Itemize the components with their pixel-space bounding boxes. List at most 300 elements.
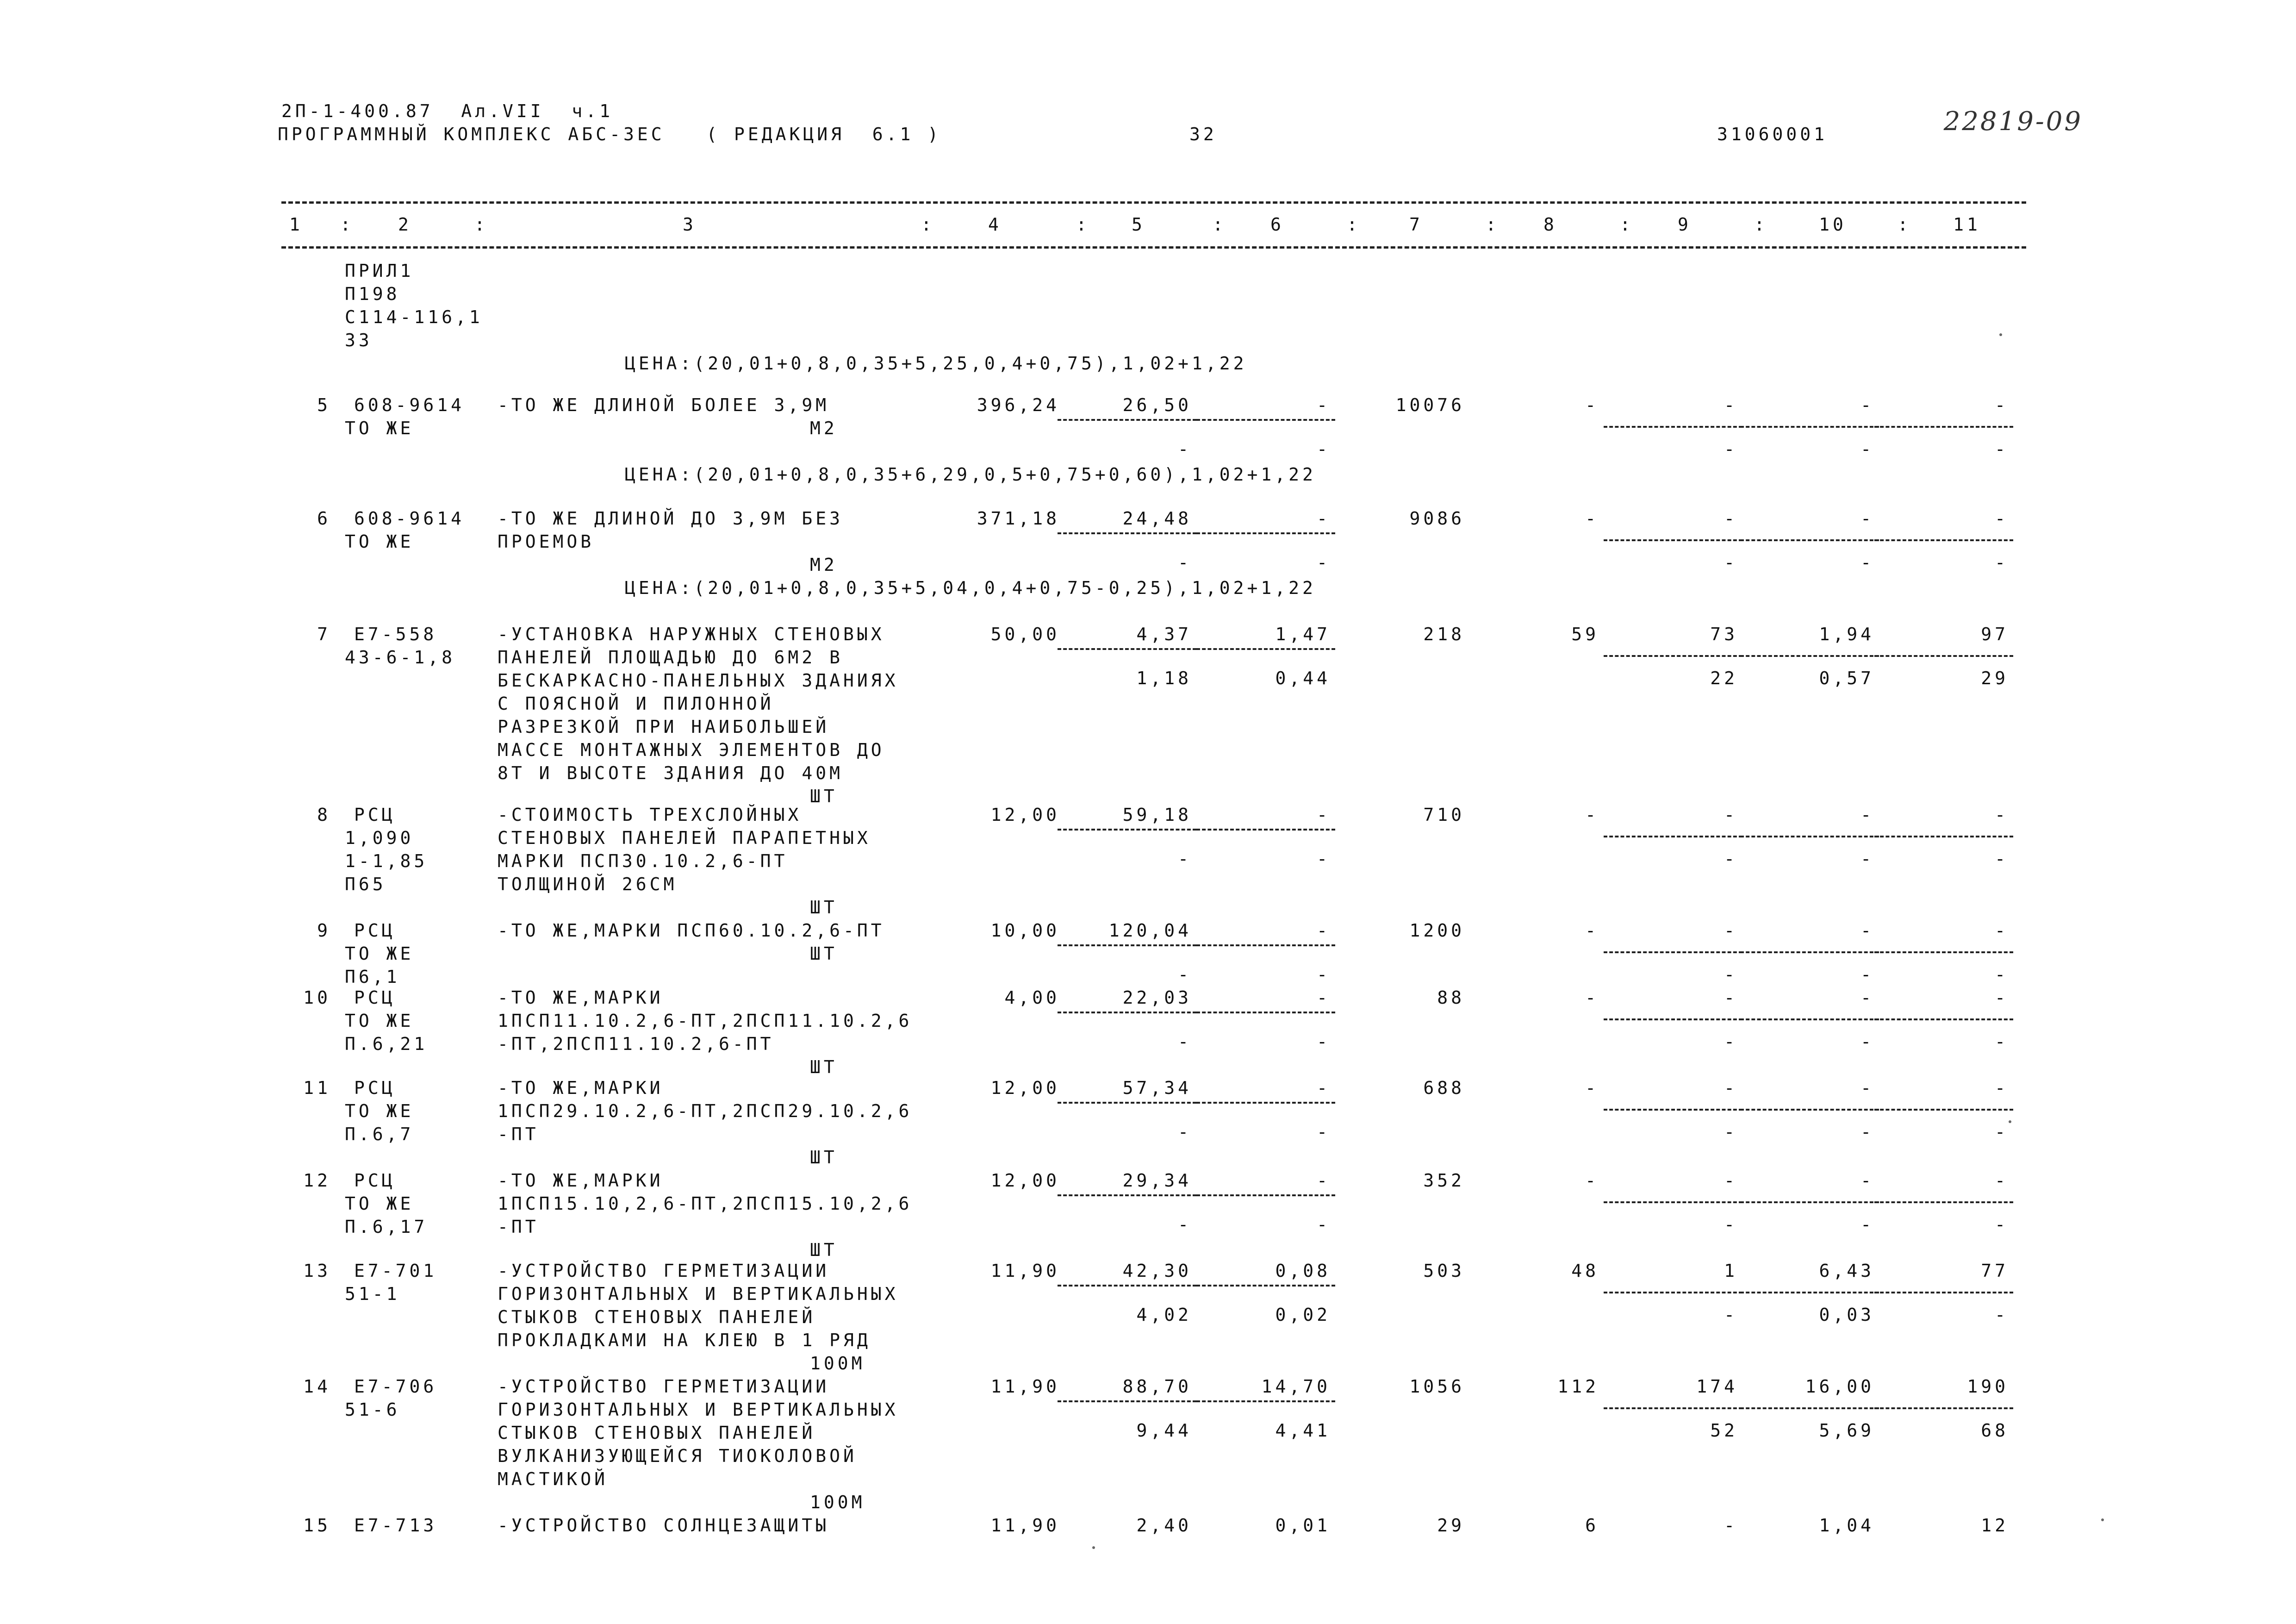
unit-cost-machines: - [1317, 508, 1331, 529]
resource-divider [1196, 648, 1335, 650]
labor-total: - [1995, 987, 2009, 1008]
total-cost: 88 [1437, 987, 1465, 1008]
resource-divider [1874, 1407, 2013, 1409]
total-cost: 10076 [1395, 395, 1465, 415]
quantity: 11,90 [990, 1515, 1060, 1536]
unit-cost-total: 57,34 [1122, 1078, 1192, 1098]
machinist-labor: - [1860, 1214, 1874, 1235]
labor-total: - [1995, 1078, 2009, 1098]
work-description: РАЗРЕЗКОЙ ПРИ НАИБОЛЬШЕЙ [498, 717, 830, 737]
machine-wage-total: - [1724, 964, 1738, 985]
quantity: 12,00 [990, 805, 1060, 825]
norm-code: 51-6 [345, 1399, 400, 1420]
scan-speck [1999, 333, 2002, 336]
labor-unit: - [1860, 1078, 1874, 1098]
labor-total: - [1995, 395, 2009, 415]
machinist-labor-total: - [1995, 439, 2009, 459]
column-header-7: 7 [1409, 214, 1423, 235]
norm-code: РСЦ [354, 1170, 396, 1191]
norm-code: П65 [345, 874, 386, 894]
work-description: БЕСКАРКАСНО-ПАНЕЛЬНЫХ ЗДАНИЯХ [498, 670, 899, 691]
resource-divider [1196, 1102, 1335, 1104]
resource-divider [1604, 1109, 1742, 1111]
work-description: ПРОЕМОВ [498, 531, 595, 552]
resource-divider [1604, 836, 1742, 837]
unit-cost-total: 26,50 [1122, 395, 1192, 415]
quantity: 11,90 [990, 1376, 1060, 1397]
labor-total: 97 [1981, 624, 2009, 644]
unit-machine-wage: - [1317, 1122, 1331, 1142]
work-description: -ТО ЖЕ,МАРКИ [498, 1170, 664, 1191]
resource-divider [1874, 1109, 2013, 1111]
column-separator: : [1213, 214, 1226, 235]
column-separator: : [1754, 214, 1768, 235]
column-separator: : [1076, 214, 1090, 235]
resource-divider [1058, 532, 1196, 534]
machine-wage-total: - [1724, 439, 1738, 459]
work-description: -УСТАНОВКА НАРУЖНЫХ СТЕНОВЫХ [498, 624, 885, 644]
machines-total: - [1724, 987, 1738, 1008]
unit-machine-wage: 0,02 [1275, 1305, 1331, 1325]
norm-code: ТО ЖЕ [345, 1101, 414, 1121]
machine-wage-total: - [1724, 1305, 1738, 1325]
column-header-10: 10 [1819, 214, 1847, 235]
row-number: 8 [317, 805, 331, 825]
machinist-labor-total: - [1995, 1031, 2009, 1052]
quantity: 12,00 [990, 1078, 1060, 1098]
quantity: 11,90 [990, 1261, 1060, 1281]
resource-divider [1740, 1201, 1879, 1203]
machine-wage-total: - [1724, 552, 1738, 573]
work-description: ВУЛКАНИЗУЮЩЕЙСЯ ТИОКОЛОВОЙ [498, 1446, 857, 1466]
unit-cost-machines: - [1317, 1078, 1331, 1098]
machinist-labor-total: - [1995, 849, 2009, 869]
work-description: -ТО ЖЕ ДЛИНОЙ ДО 3,9М БЕЗ [498, 508, 843, 529]
resource-divider [1058, 1012, 1196, 1013]
unit-cost-total: 59,18 [1122, 805, 1192, 825]
labor-total: - [1995, 1170, 2009, 1191]
unit-cost-machines: - [1317, 395, 1331, 415]
column-separator: : [340, 214, 354, 235]
labor-total: 12 [1981, 1515, 2009, 1536]
norm-code: РСЦ [354, 920, 396, 941]
work-description: СТЫКОВ СТЕНОВЫХ ПАНЕЛЕЙ [498, 1307, 816, 1327]
machinist-labor-total: - [1995, 1214, 2009, 1235]
labor-unit: 16,00 [1805, 1376, 1874, 1397]
resource-divider [1740, 1018, 1879, 1020]
work-description: -УСТРОЙСТВО ГЕРМЕТИЗАЦИИ [498, 1376, 830, 1397]
resource-divider [1874, 426, 2013, 428]
unit-label: ШТ [810, 897, 838, 918]
machine-wage-total: 52 [1710, 1420, 1738, 1441]
norm-code: 51-1 [345, 1284, 400, 1304]
work-description: -УСТРОЙСТВО ГЕРМЕТИЗАЦИИ [498, 1261, 830, 1281]
row-number: 13 [303, 1261, 331, 1281]
unit-wage: 1,18 [1136, 668, 1192, 688]
wages-total: - [1585, 920, 1599, 941]
resource-divider [1740, 426, 1879, 428]
resource-divider [1196, 1012, 1335, 1013]
program-title: ПРОГРАММНЫЙ КОМПЛЕКС АБС-3ЕС ( РЕДАКЦИЯ 6.1 ) [278, 124, 942, 144]
unit-label: ШТ [810, 786, 838, 806]
resource-divider [1058, 1400, 1196, 1402]
row-number: 11 [303, 1078, 331, 1098]
norm-code: РСЦ [354, 1078, 396, 1098]
labor-total: 77 [1981, 1261, 2009, 1281]
resource-divider [1196, 829, 1335, 831]
work-description: -СТОИМОСТЬ ТРЕХСЛОЙНЫХ [498, 805, 802, 825]
quantity: 10,00 [990, 920, 1060, 941]
quantity: 4,00 [1004, 987, 1060, 1008]
machines-total: - [1724, 920, 1738, 941]
resource-divider [1874, 1018, 2013, 1020]
work-description: ПАНЕЛЕЙ ПЛОЩАДЬЮ ДО 6М2 В [498, 647, 843, 668]
wages-total: 48 [1571, 1261, 1599, 1281]
norm-code: Е7-706 [354, 1376, 437, 1397]
column-separator: : [474, 214, 488, 235]
work-description: -ТО ЖЕ ДЛИНОЙ БОЛЕЕ 3,9М [498, 395, 830, 415]
unit-cost-machines: - [1317, 987, 1331, 1008]
column-separator: : [921, 214, 935, 235]
norm-code: ТО ЖЕ [345, 1011, 414, 1031]
labor-unit: 1,94 [1819, 624, 1874, 644]
work-description: СТЫКОВ СТЕНОВЫХ ПАНЕЛЕЙ [498, 1423, 816, 1443]
machinist-labor: - [1860, 439, 1874, 459]
resource-divider [1196, 1285, 1335, 1287]
work-description: МАССЕ МОНТАЖНЫХ ЭЛЕМЕНТОВ ДО [498, 740, 885, 760]
total-cost: 688 [1423, 1078, 1465, 1098]
machinist-labor: 0,57 [1819, 668, 1874, 688]
norm-code: 1,090 [345, 828, 414, 848]
column-header-2: 2 [398, 214, 412, 235]
machinist-labor: 5,69 [1819, 1420, 1874, 1441]
labor-total: 190 [1967, 1376, 2009, 1397]
unit-machine-wage: - [1317, 439, 1331, 459]
wages-total: - [1585, 805, 1599, 825]
machines-total: - [1724, 395, 1738, 415]
document-code: 2П-1-400.87 Ал.VII ч.1 [281, 101, 614, 121]
unit-label: ШТ [810, 1147, 838, 1168]
machinist-labor-total: - [1995, 552, 2009, 573]
work-description: 1ПСП15.10,2,6-ПТ,2ПСП15.10,2,6 [498, 1193, 913, 1214]
machines-total: - [1724, 508, 1738, 529]
total-cost: 218 [1423, 624, 1465, 644]
unit-cost-machines: - [1317, 1170, 1331, 1191]
machine-wage-total: - [1724, 1122, 1738, 1142]
total-cost: 1056 [1409, 1376, 1465, 1397]
page-number: 32 [1189, 124, 1217, 144]
norm-code: Е7-701 [354, 1261, 437, 1281]
resource-divider [1196, 1400, 1335, 1402]
norm-code: 43-6-1,8 [345, 647, 456, 668]
work-description: МАСТИКОЙ [498, 1469, 609, 1489]
labor-total: - [1995, 805, 2009, 825]
previous-ref-line: 33 [345, 330, 373, 350]
labor-unit: - [1860, 1170, 1874, 1191]
column-header-4: 4 [988, 214, 1002, 235]
unit-machine-wage: - [1317, 1031, 1331, 1052]
unit-cost-total: 2,40 [1136, 1515, 1192, 1536]
unit-wage: - [1178, 849, 1192, 869]
unit-label: 100М [810, 1353, 865, 1374]
resource-divider [1874, 1292, 2013, 1293]
row-number: 15 [303, 1515, 331, 1536]
resource-divider [1740, 951, 1879, 953]
work-description: С ПОЯСНОЙ И ПИЛОННОЙ [498, 693, 774, 714]
resource-divider [1196, 419, 1335, 421]
norm-code: Е7-713 [354, 1515, 437, 1536]
header-rule-bottom [281, 246, 2026, 249]
work-description: СТЕНОВЫХ ПАНЕЛЕЙ ПАРАПЕТНЫХ [498, 828, 871, 848]
resource-divider [1604, 1292, 1742, 1293]
labor-unit: - [1860, 920, 1874, 941]
norm-code: ТО ЖЕ [345, 943, 414, 964]
labor-unit: - [1860, 805, 1874, 825]
resource-divider [1196, 944, 1335, 946]
machines-total: - [1724, 805, 1738, 825]
column-header-8: 8 [1543, 214, 1557, 235]
column-separator: : [1347, 214, 1361, 235]
work-description: -УСТРОЙСТВО СОЛНЦЕЗАЩИТЫ [498, 1515, 830, 1536]
unit-cost-machines: - [1317, 805, 1331, 825]
machinist-labor-total: 29 [1981, 668, 2009, 688]
machine-wage-total: - [1724, 1214, 1738, 1235]
previous-ref-line: П198 [345, 284, 400, 304]
machinist-labor-total: - [1995, 964, 2009, 985]
machinist-labor-total: - [1995, 1305, 2009, 1325]
machinist-labor: - [1860, 552, 1874, 573]
unit-cost-total: 88,70 [1122, 1376, 1192, 1397]
machines-total: 174 [1696, 1376, 1738, 1397]
row-number: 14 [303, 1376, 331, 1397]
machinist-labor: - [1860, 1122, 1874, 1142]
unit-cost-machines: 0,08 [1275, 1261, 1331, 1281]
labor-unit: - [1860, 987, 1874, 1008]
norm-code: 1-1,85 [345, 851, 428, 871]
work-description: -ТО ЖЕ,МАРКИ ПСП60.10.2,6-ПТ [498, 920, 885, 941]
wages-total: - [1585, 508, 1599, 529]
unit-cost-total: 42,30 [1122, 1261, 1192, 1281]
column-header-1: 1 [289, 214, 303, 235]
row-number: 6 [317, 508, 331, 529]
unit-wage: - [1178, 552, 1192, 573]
previous-ref-line: С114-116,1 [345, 307, 483, 327]
norm-code: П6,1 [345, 967, 400, 987]
column-separator: : [1486, 214, 1500, 235]
document-number: 31060001 [1717, 124, 1828, 144]
machines-total: - [1724, 1078, 1738, 1098]
unit-wage: 4,02 [1136, 1305, 1192, 1325]
unit-machine-wage: 0,44 [1275, 668, 1331, 688]
resource-divider [1874, 539, 2013, 541]
resource-divider [1058, 419, 1196, 421]
resource-divider [1058, 648, 1196, 650]
unit-cost-machines: 0,01 [1275, 1515, 1331, 1536]
norm-code: РСЦ [354, 805, 396, 825]
column-header-5: 5 [1132, 214, 1145, 235]
resource-divider [1604, 951, 1742, 953]
work-description: 8Т И ВЫСОТЕ ЗДАНИЯ ДО 40М [498, 763, 843, 783]
resource-divider [1740, 655, 1879, 657]
labor-unit: - [1860, 508, 1874, 529]
machine-wage-total: 22 [1710, 668, 1738, 688]
machines-total: - [1724, 1515, 1738, 1536]
norm-code: П.6,21 [345, 1034, 428, 1054]
unit-label: 100М [810, 1492, 865, 1512]
unit-label: М2 [810, 555, 838, 575]
machines-total: 1 [1724, 1261, 1738, 1281]
unit-machine-wage: - [1317, 964, 1331, 985]
row-number: 12 [303, 1170, 331, 1191]
machines-total: 73 [1710, 624, 1738, 644]
unit-cost-total: 29,34 [1122, 1170, 1192, 1191]
column-header-9: 9 [1678, 214, 1692, 235]
resource-divider [1196, 532, 1335, 534]
work-description: -ПТ [498, 1124, 539, 1144]
unit-machine-wage: - [1317, 1214, 1331, 1235]
scan-speck [2101, 1518, 2104, 1521]
resource-divider [1604, 539, 1742, 541]
resource-divider [1874, 655, 2013, 657]
work-description: 1ПСП29.10.2,6-ПТ,2ПСП29.10.2,6 [498, 1101, 913, 1121]
row-number: 9 [317, 920, 331, 941]
row-number: 10 [303, 987, 331, 1008]
handwritten-number: 22819-09 [1943, 106, 2083, 137]
machinist-labor-total: 68 [1981, 1420, 2009, 1441]
wages-total: - [1585, 1078, 1599, 1098]
resource-divider [1058, 1194, 1196, 1196]
resource-divider [1058, 944, 1196, 946]
unit-label: ШТ [810, 1057, 838, 1077]
work-description: ГОРИЗОНТАЛЬНЫХ И ВЕРТИКАЛЬНЫХ [498, 1284, 899, 1304]
unit-machine-wage: - [1317, 849, 1331, 869]
unit-cost-total: 24,48 [1122, 508, 1192, 529]
resource-divider [1740, 836, 1879, 837]
total-cost: 1200 [1409, 920, 1465, 941]
total-cost: 710 [1423, 805, 1465, 825]
machines-total: - [1724, 1170, 1738, 1191]
work-description: ПРОКЛАДКАМИ НА КЛЕЮ В 1 РЯД [498, 1330, 871, 1350]
resource-divider [1058, 829, 1196, 831]
resource-divider [1058, 1102, 1196, 1104]
wages-total: 112 [1557, 1376, 1599, 1397]
norm-code: ТО ЖЕ [345, 1193, 414, 1214]
resource-divider [1740, 1109, 1879, 1111]
unit-label: М2 [810, 418, 838, 438]
unit-cost-machines: - [1317, 920, 1331, 941]
unit-cost-total: 22,03 [1122, 987, 1192, 1008]
column-separator: : [1620, 214, 1634, 235]
unit-wage: - [1178, 1031, 1192, 1052]
price-formula: ЦЕНА:(20,01+0,8,0,35+5,25,0,4+0,75),1,02+1,22 [625, 353, 1247, 374]
work-description: ГОРИЗОНТАЛЬНЫХ И ВЕРТИКАЛЬНЫХ [498, 1399, 899, 1420]
quantity: 396,24 [977, 395, 1060, 415]
machinist-labor: 0,03 [1819, 1305, 1874, 1325]
norm-code: П.6,7 [345, 1124, 414, 1144]
norm-code: 608-9614 [354, 508, 465, 529]
unit-cost-total: 120,04 [1108, 920, 1192, 941]
resource-divider [1740, 539, 1879, 541]
work-description: -ПТ,2ПСП11.10.2,6-ПТ [498, 1034, 774, 1054]
labor-unit: - [1860, 395, 1874, 415]
column-header-3: 3 [683, 214, 697, 235]
header-rule-top [281, 201, 2026, 204]
total-cost: 352 [1423, 1170, 1465, 1191]
unit-cost-total: 4,37 [1136, 624, 1192, 644]
row-number: 7 [317, 624, 331, 644]
unit-label: ШТ [810, 1240, 838, 1260]
norm-code: П.6,17 [345, 1217, 428, 1237]
resource-divider [1196, 1194, 1335, 1196]
unit-machine-wage: 4,41 [1275, 1420, 1331, 1441]
unit-wage: - [1178, 1214, 1192, 1235]
machine-wage-total: - [1724, 849, 1738, 869]
wages-total: - [1585, 1170, 1599, 1191]
resource-divider [1874, 1201, 2013, 1203]
work-description: 1ПСП11.10.2,6-ПТ,2ПСП11.10.2,6 [498, 1011, 913, 1031]
work-description: ТОЛЩИНОЙ 26СМ [498, 874, 678, 894]
unit-cost-machines: 14,70 [1261, 1376, 1331, 1397]
row-number: 5 [317, 395, 331, 415]
total-cost: 9086 [1409, 508, 1465, 529]
norm-code: Е7-558 [354, 624, 437, 644]
wages-total: 59 [1571, 624, 1599, 644]
resource-divider [1604, 1407, 1742, 1409]
labor-total: - [1995, 920, 2009, 941]
wages-total: 6 [1585, 1515, 1599, 1536]
column-header-11: 11 [1953, 214, 1981, 235]
total-cost: 503 [1423, 1261, 1465, 1281]
unit-wage: - [1178, 439, 1192, 459]
machinist-labor: - [1860, 964, 1874, 985]
norm-code: РСЦ [354, 987, 396, 1008]
wages-total: - [1585, 395, 1599, 415]
machinist-labor-total: - [1995, 1122, 2009, 1142]
norm-code: ТО ЖЕ [345, 531, 414, 552]
quantity: 12,00 [990, 1170, 1060, 1191]
unit-label: ШТ [810, 943, 838, 964]
labor-unit: 1,04 [1819, 1515, 1874, 1536]
norm-code: 608-9614 [354, 395, 465, 415]
resource-divider [1740, 1292, 1879, 1293]
unit-machine-wage: - [1317, 552, 1331, 573]
scan-speck [1092, 1546, 1095, 1549]
unit-wage: - [1178, 1122, 1192, 1142]
scan-speck [2009, 1120, 2011, 1123]
machinist-labor: - [1860, 849, 1874, 869]
unit-wage: 9,44 [1136, 1420, 1192, 1441]
work-description: -ТО ЖЕ,МАРКИ [498, 987, 664, 1008]
column-header-6: 6 [1270, 214, 1284, 235]
resource-divider [1604, 426, 1742, 428]
norm-code: ТО ЖЕ [345, 418, 414, 438]
total-cost: 29 [1437, 1515, 1465, 1536]
resource-divider [1874, 951, 2013, 953]
resource-divider [1874, 836, 2013, 837]
resource-divider [1604, 1018, 1742, 1020]
column-separator: : [1898, 214, 1911, 235]
quantity: 50,00 [990, 624, 1060, 644]
work-description: -ТО ЖЕ,МАРКИ [498, 1078, 664, 1098]
resource-divider [1740, 1407, 1879, 1409]
resource-divider [1604, 1201, 1742, 1203]
work-description: -ПТ [498, 1217, 539, 1237]
labor-unit: 6,43 [1819, 1261, 1874, 1281]
labor-total: - [1995, 508, 2009, 529]
price-formula: ЦЕНА:(20,01+0,8,0,35+6,29,0,5+0,75+0,60),1,02+1,22 [625, 464, 1316, 485]
resource-divider [1058, 1285, 1196, 1287]
machinist-labor: - [1860, 1031, 1874, 1052]
